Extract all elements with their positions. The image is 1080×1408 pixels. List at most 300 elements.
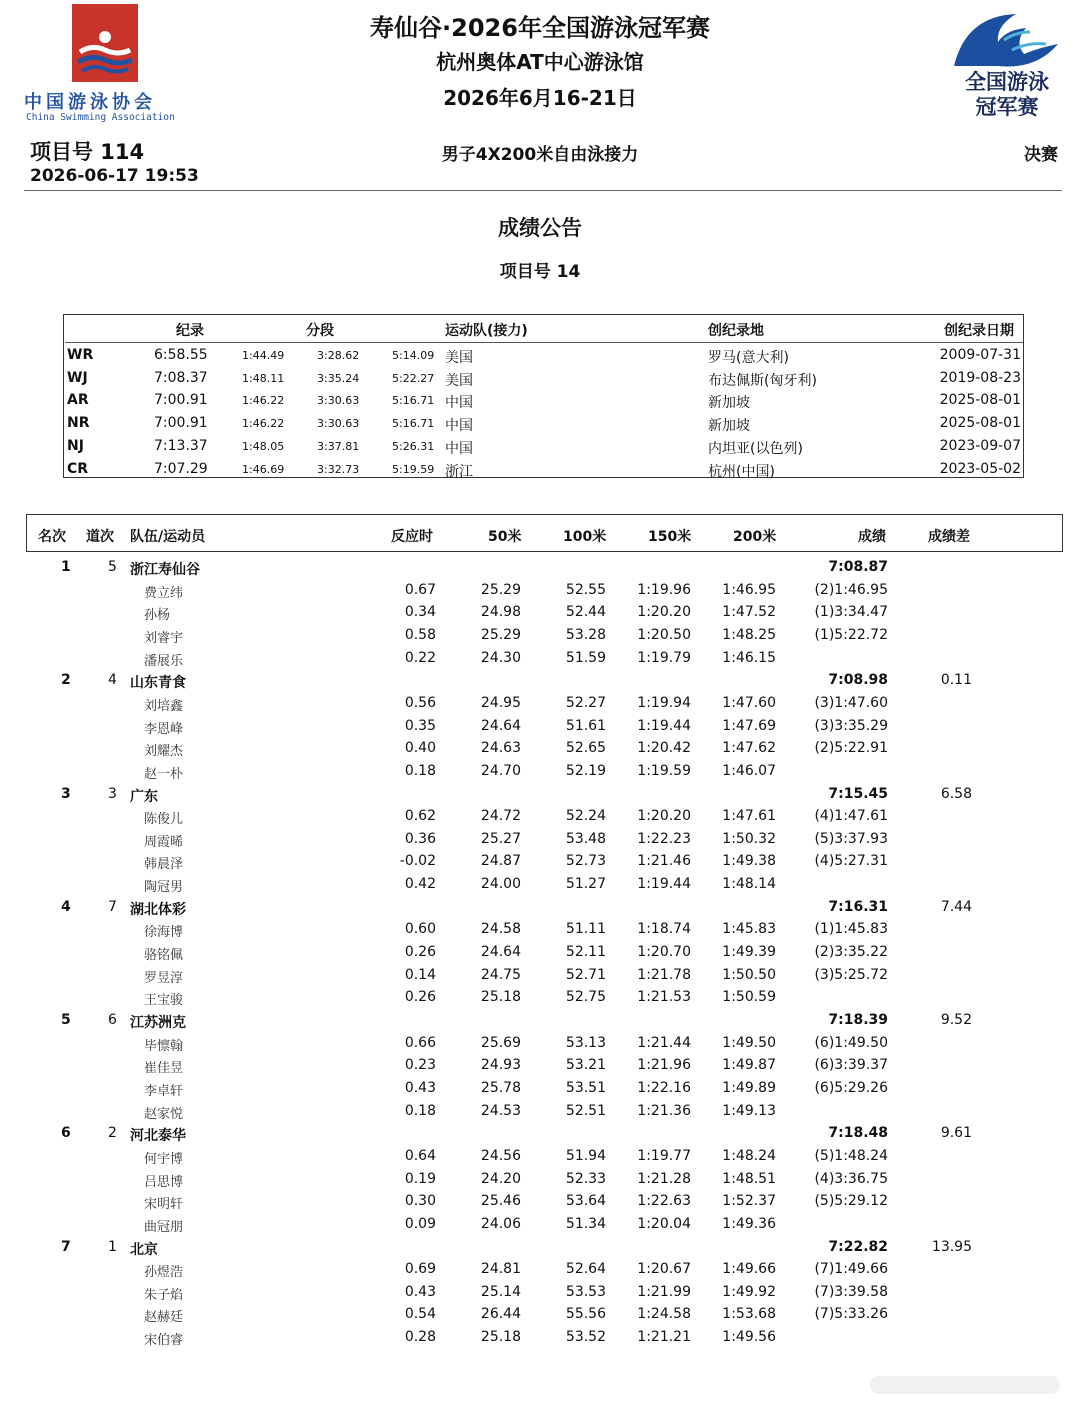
record-s3: 5:19.59	[392, 462, 435, 476]
team-team: 山东青食	[130, 675, 186, 692]
record-s2: 3:28.62	[317, 349, 360, 362]
swimmer-row	[0, 873, 1080, 895]
swimmer-row	[0, 1145, 1080, 1167]
swimmer-name: 李卓轩	[144, 1083, 184, 1099]
swimmer-s150: 1:22.16	[637, 1079, 691, 1096]
swimmer-s100: 53.13	[565, 1034, 606, 1051]
team-final: 7:15.45	[828, 785, 888, 802]
swimmer-s50: 24.20	[480, 1170, 521, 1187]
swimmer-s200: 1:49.38	[722, 853, 776, 870]
results-header-lane: 道次	[86, 529, 114, 545]
swimmer-split: (6)3:39.37	[814, 1057, 888, 1074]
swimmer-s50: 24.98	[480, 604, 521, 621]
swimmer-s200: 1:48.25	[722, 626, 776, 643]
swimmer-s100: 53.28	[565, 626, 606, 643]
record-place: 罗马(意大利)	[708, 350, 789, 366]
swimmer-row	[0, 737, 1080, 759]
team-final: 7:18.48	[828, 1125, 888, 1142]
record-code: WJ	[67, 369, 88, 386]
swimmer-s150: 1:20.20	[637, 808, 691, 825]
swimmer-s50: 24.72	[480, 808, 521, 825]
swimmer-name: 赵赫廷	[144, 1310, 184, 1326]
team-team: 河北泰华	[130, 1128, 186, 1145]
swimmer-name: 潘展乐	[144, 653, 184, 669]
swimmer-s200: 1:49.36	[722, 1215, 776, 1232]
swimmer-rt: 0.14	[404, 966, 436, 983]
swimmer-s50: 24.06	[480, 1215, 521, 1232]
swimmer-s50: 25.29	[480, 626, 521, 643]
swimmer-name: 骆铭佩	[144, 948, 184, 964]
records-header-date: 创纪录日期	[944, 323, 1014, 339]
swimmer-s100: 52.11	[565, 944, 606, 961]
records-header-divider	[65, 342, 1023, 343]
record-time: 7:08.37	[154, 369, 208, 386]
record-s2: 3:35.24	[317, 371, 360, 385]
event-number: 项目号 114	[30, 140, 145, 164]
record-team: 中国	[445, 418, 473, 435]
swimmer-s50: 24.53	[480, 1102, 521, 1119]
swimmer-s100: 52.44	[565, 604, 606, 621]
logo-cn-text: 中国游泳协会	[24, 92, 156, 113]
record-place: 内坦亚(以色列)	[708, 440, 803, 457]
team-rank: 3	[61, 785, 71, 802]
team-team: 广东	[130, 788, 158, 805]
swimmer-s150: 1:19.77	[637, 1147, 691, 1164]
swimmer-s200: 1:52.37	[722, 1193, 776, 1210]
swimmer-s150: 1:20.42	[637, 740, 691, 757]
swimmer-row	[0, 1258, 1080, 1280]
swimmer-s150: 1:20.67	[637, 1261, 691, 1278]
swimmer-rt: 0.34	[404, 604, 436, 621]
swimmer-s100: 51.59	[565, 649, 606, 666]
swimmer-row	[0, 1077, 1080, 1099]
swimmer-s100: 51.94	[565, 1147, 606, 1164]
swimmer-name: 崔佳昱	[144, 1061, 184, 1077]
swimmer-s50: 24.56	[480, 1147, 521, 1164]
record-row	[65, 435, 1023, 457]
swimmer-s100: 52.24	[565, 808, 606, 825]
record-team: 美国	[445, 350, 473, 366]
swimmer-s50: 24.64	[480, 717, 521, 734]
record-place: 新加坡	[708, 418, 750, 435]
record-s2: 3:32.73	[317, 462, 360, 476]
record-s1: 1:48.05	[242, 439, 285, 453]
swimmer-s100: 52.33	[565, 1170, 606, 1187]
swimmer-s200: 1:47.61	[722, 808, 776, 825]
watermark	[870, 1372, 1060, 1398]
swimmer-s50: 24.87	[480, 853, 521, 870]
swimmer-s50: 25.14	[480, 1283, 521, 1300]
records-header-team: 运动队(接力)	[445, 323, 528, 339]
swimmer-rt: 0.22	[404, 649, 436, 666]
record-s3: 5:14.09	[392, 349, 435, 362]
swimmer-split: (7)1:49.66	[814, 1261, 888, 1278]
swimmer-rt: 0.40	[404, 740, 436, 757]
swimmer-s200: 1:46.15	[722, 649, 776, 666]
swimmer-split: (2)1:46.95	[814, 581, 888, 598]
record-s1: 1:44.49	[242, 349, 285, 362]
swimmer-s150: 1:19.59	[637, 762, 691, 779]
record-code: CR	[67, 460, 89, 477]
record-s3: 5:22.27	[392, 371, 435, 385]
swimmer-row	[0, 918, 1080, 940]
swimmer-rt: 0.60	[404, 921, 436, 938]
swimmer-split: (3)5:25.72	[814, 966, 888, 983]
national-championship-logo	[946, 6, 1066, 124]
swimmer-rt: 0.56	[404, 694, 436, 711]
record-place: 杭州(中国)	[708, 463, 775, 480]
swimmer-s100: 52.55	[565, 581, 606, 598]
team-row	[0, 556, 1080, 578]
record-code: WR	[67, 347, 94, 363]
swimmer-name: 何宇博	[144, 1151, 184, 1167]
swimmer-split: (4)5:27.31	[814, 853, 888, 870]
swimmer-s150: 1:19.79	[637, 649, 691, 666]
swimmer-s150: 1:20.70	[637, 944, 691, 961]
swimmer-s100: 55.56	[565, 1306, 606, 1323]
swimmer-row	[0, 715, 1080, 737]
swimmer-name: 徐海博	[144, 925, 184, 941]
swimmer-row	[0, 692, 1080, 714]
swimmer-split: (6)5:29.26	[814, 1079, 888, 1096]
swimmer-rt: 0.18	[404, 762, 436, 779]
swimmer-s200: 1:49.89	[722, 1079, 776, 1096]
team-gap: 7.44	[940, 898, 972, 915]
swimmer-name: 王宝骏	[144, 993, 184, 1009]
results-header-team: 队伍/运动员	[130, 529, 206, 545]
swimmer-s200: 1:48.24	[722, 1147, 776, 1164]
swimmer-s100: 51.34	[565, 1215, 606, 1232]
team-row	[0, 669, 1080, 691]
swimmer-rt: 0.64	[404, 1147, 436, 1164]
swimmer-name: 陈俊儿	[144, 812, 184, 828]
team-rank: 2	[61, 672, 71, 689]
swimmer-s150: 1:22.63	[637, 1193, 691, 1210]
swimmer-s150: 1:19.96	[637, 581, 691, 598]
swimmer-split: (7)3:39.58	[814, 1283, 888, 1300]
team-rank: 7	[61, 1238, 71, 1255]
record-s3: 5:26.31	[392, 439, 435, 453]
swimmer-s200: 1:50.59	[722, 989, 776, 1006]
logo-en-text: China Swimming Association	[26, 112, 175, 123]
logo-right-line1: 全国游泳	[965, 70, 1049, 94]
swimmer-s50: 24.93	[480, 1057, 521, 1074]
swimmer-s150: 1:19.44	[637, 717, 691, 734]
event-round: 决赛	[1024, 145, 1058, 165]
swimmer-s200: 1:48.51	[722, 1170, 776, 1187]
swimmer-split: (7)5:33.26	[814, 1306, 888, 1323]
team-lane: 2	[108, 1125, 117, 1142]
record-code: NJ	[67, 437, 84, 454]
swimmer-s200: 1:50.32	[722, 830, 776, 847]
swimmer-row	[0, 647, 1080, 669]
records-header-place: 创纪录地	[708, 323, 764, 339]
swimmer-split: (5)1:48.24	[814, 1147, 888, 1164]
swimmer-row	[0, 601, 1080, 623]
swimmer-s50: 25.27	[480, 830, 521, 847]
swimmer-split: (5)3:37.93	[814, 830, 888, 847]
swimmer-name: 李恩峰	[144, 721, 184, 737]
swimmer-rt: 0.09	[404, 1215, 436, 1232]
event-time: 2026-06-17 19:53	[30, 166, 199, 186]
team-gap: 0.11	[940, 672, 972, 689]
swimmer-name: 孙煜浩	[144, 1265, 184, 1281]
result-subtitle: 项目号 14	[499, 262, 581, 282]
swimmer-s150: 1:21.36	[637, 1102, 691, 1119]
swimmer-row	[0, 1168, 1080, 1190]
swimmer-split: (3)3:35.29	[814, 717, 888, 734]
swimmer-name: 罗昱淳	[144, 970, 184, 986]
swimmer-s200: 1:49.66	[722, 1261, 776, 1278]
record-row	[65, 458, 1023, 480]
record-s1: 1:46.22	[242, 417, 285, 431]
swimmer-s150: 1:20.20	[637, 604, 691, 621]
swimmer-s50: 24.95	[480, 694, 521, 711]
swimmer-s150: 1:21.46	[637, 853, 691, 870]
team-gap: 6.58	[940, 785, 972, 802]
record-time: 7:13.37	[154, 437, 208, 454]
swimmer-s100: 52.73	[565, 853, 606, 870]
meet-dates: 2026年6月16-21日	[443, 86, 637, 110]
swimmer-rt: 0.58	[404, 626, 436, 643]
swimmer-name: 曲冠朋	[144, 1219, 184, 1235]
record-row	[65, 344, 1023, 366]
swimmer-s200: 1:47.60	[722, 694, 776, 711]
team-team: 浙江寿仙谷	[130, 562, 200, 578]
swimmer-split: (1)3:34.47	[814, 604, 888, 621]
swimmer-rt: 0.35	[404, 717, 436, 734]
swimmer-s100: 52.51	[565, 1102, 606, 1119]
records-header-splits: 分段	[306, 323, 334, 339]
swimmer-s150: 1:21.78	[637, 966, 691, 983]
results-header-50m: 50米	[488, 529, 522, 545]
swimmer-name: 朱子焰	[144, 1287, 184, 1303]
team-row	[0, 1236, 1080, 1258]
swimmer-row	[0, 624, 1080, 646]
swimmer-row	[0, 1054, 1080, 1076]
swimmer-s50: 25.69	[480, 1034, 521, 1051]
swimmer-rt: 0.67	[404, 581, 436, 598]
record-place: 布达佩斯(匈牙利)	[708, 372, 817, 389]
record-date: 2023-05-02	[939, 460, 1021, 477]
swimmer-split: (2)3:35.22	[814, 944, 888, 961]
swimmer-row	[0, 941, 1080, 963]
swimmer-name: 毕懔翰	[144, 1038, 184, 1054]
swimmer-s150: 1:19.44	[637, 876, 691, 893]
swimmer-name: 费立纬	[144, 585, 184, 601]
swimmer-s50: 25.29	[480, 581, 521, 598]
swimmer-split: (5)5:29.12	[814, 1193, 888, 1210]
record-date: 2025-08-01	[939, 392, 1021, 409]
swimmer-s50: 25.18	[480, 989, 521, 1006]
team-lane: 6	[108, 1012, 117, 1028]
swimmer-s100: 53.21	[565, 1057, 606, 1074]
swimmer-split: (6)1:49.50	[814, 1034, 888, 1051]
record-date: 2023-09-07	[939, 437, 1021, 454]
swimmer-row	[0, 1032, 1080, 1054]
record-time: 7:00.91	[154, 392, 208, 409]
record-row	[65, 412, 1023, 434]
swimmer-name: 韩晨泽	[144, 857, 184, 873]
swimmer-s150: 1:21.28	[637, 1170, 691, 1187]
swimmer-s100: 51.61	[565, 717, 606, 734]
swimmer-s100: 53.52	[565, 1329, 606, 1346]
record-team: 浙江	[445, 463, 473, 480]
team-final: 7:16.31	[828, 898, 888, 915]
team-team: 江苏洲克	[130, 1015, 186, 1031]
swimmer-row	[0, 964, 1080, 986]
swimmer-s200: 1:46.07	[722, 762, 776, 779]
record-row	[65, 367, 1023, 389]
swimmer-s100: 52.27	[565, 694, 606, 711]
swimmer-split: (1)1:45.83	[814, 921, 888, 938]
record-time: 7:00.91	[154, 415, 208, 432]
swimmer-name: 赵一朴	[144, 766, 184, 782]
team-row	[0, 783, 1080, 805]
wave-icon	[946, 6, 1066, 72]
swimmer-s200: 1:47.69	[722, 717, 776, 734]
results-header-rank: 名次	[38, 529, 66, 545]
swimmer-s50: 24.58	[480, 921, 521, 938]
swimmer-s150: 1:21.96	[637, 1057, 691, 1074]
team-final: 7:08.87	[828, 559, 888, 575]
swimmer-s50: 25.78	[480, 1079, 521, 1096]
swimmer-s150: 1:20.50	[637, 626, 691, 643]
record-code: NR	[67, 415, 90, 432]
results-header-100m: 100米	[563, 529, 607, 545]
swimmer-name: 刘耀杰	[144, 744, 184, 760]
swimmer-rt: 0.69	[404, 1261, 436, 1278]
swimmer-s50: 24.30	[480, 649, 521, 666]
team-lane: 3	[108, 785, 117, 802]
swimmer-row	[0, 805, 1080, 827]
swimmer-split: (1)5:22.72	[814, 626, 888, 643]
swimmer-s50: 24.64	[480, 944, 521, 961]
record-place: 新加坡	[708, 395, 750, 412]
logo-right-line2: 冠军赛	[975, 95, 1039, 119]
swimmer-rt: 0.28	[404, 1329, 436, 1346]
record-s3: 5:16.71	[392, 394, 435, 408]
record-team: 中国	[445, 440, 473, 457]
swimmer-rt: -0.02	[399, 853, 436, 870]
team-lane: 5	[108, 559, 117, 575]
swimmer-name: 宋明轩	[144, 1197, 184, 1213]
swimmer-s50: 24.81	[480, 1261, 521, 1278]
swimmer-s200: 1:47.52	[722, 604, 776, 621]
swimmer-rt: 0.43	[404, 1079, 436, 1096]
swimmer-s50: 24.75	[480, 966, 521, 983]
swimmer-s50: 24.70	[480, 762, 521, 779]
team-final: 7:18.39	[828, 1012, 888, 1028]
swimmer-s200: 1:53.68	[722, 1306, 776, 1323]
swimmer-name: 刘睿宇	[144, 630, 184, 646]
swimmer-s150: 1:20.04	[637, 1215, 691, 1232]
record-s2: 3:30.63	[317, 417, 360, 431]
swimmer-s50: 25.18	[480, 1329, 521, 1346]
swimmer-s200: 1:47.62	[722, 740, 776, 757]
team-lane: 7	[108, 898, 117, 915]
record-time: 7:07.29	[154, 460, 208, 477]
meet-venue: 杭州奥体AT中心游泳馆	[436, 50, 644, 74]
swimmer-name: 宋伯睿	[144, 1333, 184, 1349]
record-s2: 3:30.63	[317, 394, 360, 408]
china-swimming-association-logo	[24, 4, 194, 128]
swimmer-rt: 0.30	[404, 1193, 436, 1210]
swimmer-s100: 52.19	[565, 762, 606, 779]
record-code: AR	[67, 392, 89, 409]
swimmer-name: 吕思博	[144, 1174, 184, 1190]
records-header-record: 纪录	[176, 323, 204, 339]
swimmer-name: 孙杨	[144, 608, 171, 624]
swimmer-name: 刘培鑫	[144, 698, 184, 714]
record-time: 6:58.55	[154, 347, 208, 363]
result-title: 成绩公告	[498, 216, 582, 240]
results-header-reaction: 反应时	[391, 529, 433, 545]
swimmer-s100: 52.71	[565, 966, 606, 983]
swimmer-row	[0, 760, 1080, 782]
record-row	[65, 389, 1023, 411]
team-rank: 5	[61, 1012, 71, 1028]
swimmer-s100: 53.51	[565, 1079, 606, 1096]
swimmer-split: (3)1:47.60	[814, 694, 888, 711]
record-s1: 1:46.22	[242, 394, 285, 408]
record-s1: 1:48.11	[242, 371, 285, 385]
swimmer-s200: 1:49.87	[722, 1057, 776, 1074]
swimmer-s50: 24.00	[480, 876, 521, 893]
record-team: 中国	[445, 395, 473, 412]
swimmer-s200: 1:49.13	[722, 1102, 776, 1119]
swimmer-s150: 1:21.44	[637, 1034, 691, 1051]
swimmer-s100: 52.65	[565, 740, 606, 757]
swimmer-rt: 0.54	[404, 1306, 436, 1323]
swimmer-rt: 0.18	[404, 1102, 436, 1119]
swimmer-s100: 53.53	[565, 1283, 606, 1300]
swimmer-row	[0, 1326, 1080, 1348]
swimmer-s100: 53.48	[565, 830, 606, 847]
swimmer-s150: 1:21.21	[637, 1329, 691, 1346]
swimmer-rt: 0.66	[404, 1034, 436, 1051]
swimmer-s200: 1:49.50	[722, 1034, 776, 1051]
team-rank: 1	[61, 559, 71, 575]
record-date: 2009-07-31	[939, 347, 1021, 363]
swimmer-row	[0, 1100, 1080, 1122]
results-header-150m: 150米	[648, 529, 692, 545]
team-row	[0, 1122, 1080, 1144]
team-final: 7:08.98	[828, 672, 888, 689]
record-team: 美国	[445, 372, 473, 389]
team-rank: 4	[61, 898, 71, 915]
swimmer-s200: 1:49.39	[722, 944, 776, 961]
swimmer-name: 周霞晞	[144, 834, 184, 850]
swimmer-row	[0, 1281, 1080, 1303]
swimmer-s150: 1:19.94	[637, 694, 691, 711]
swimmer-s50: 24.63	[480, 740, 521, 757]
swimmer-rt: 0.42	[404, 876, 436, 893]
team-lane: 1	[108, 1238, 117, 1255]
swimmer-rt: 0.62	[404, 808, 436, 825]
swimmer-row	[0, 579, 1080, 601]
results-header-gap: 成绩差	[928, 529, 970, 545]
swimmer-s100: 53.64	[565, 1193, 606, 1210]
swimmer-name: 陶冠男	[144, 880, 184, 896]
swimmer-split: (4)3:36.75	[814, 1170, 888, 1187]
swimmer-split: (4)1:47.61	[814, 808, 888, 825]
results-header-200m: 200米	[733, 529, 777, 545]
event-name: 男子4X200米自由泳接力	[441, 145, 639, 165]
swimmer-s100: 51.11	[565, 921, 606, 938]
swimmer-rt: 0.19	[404, 1170, 436, 1187]
team-rank: 6	[61, 1125, 71, 1142]
